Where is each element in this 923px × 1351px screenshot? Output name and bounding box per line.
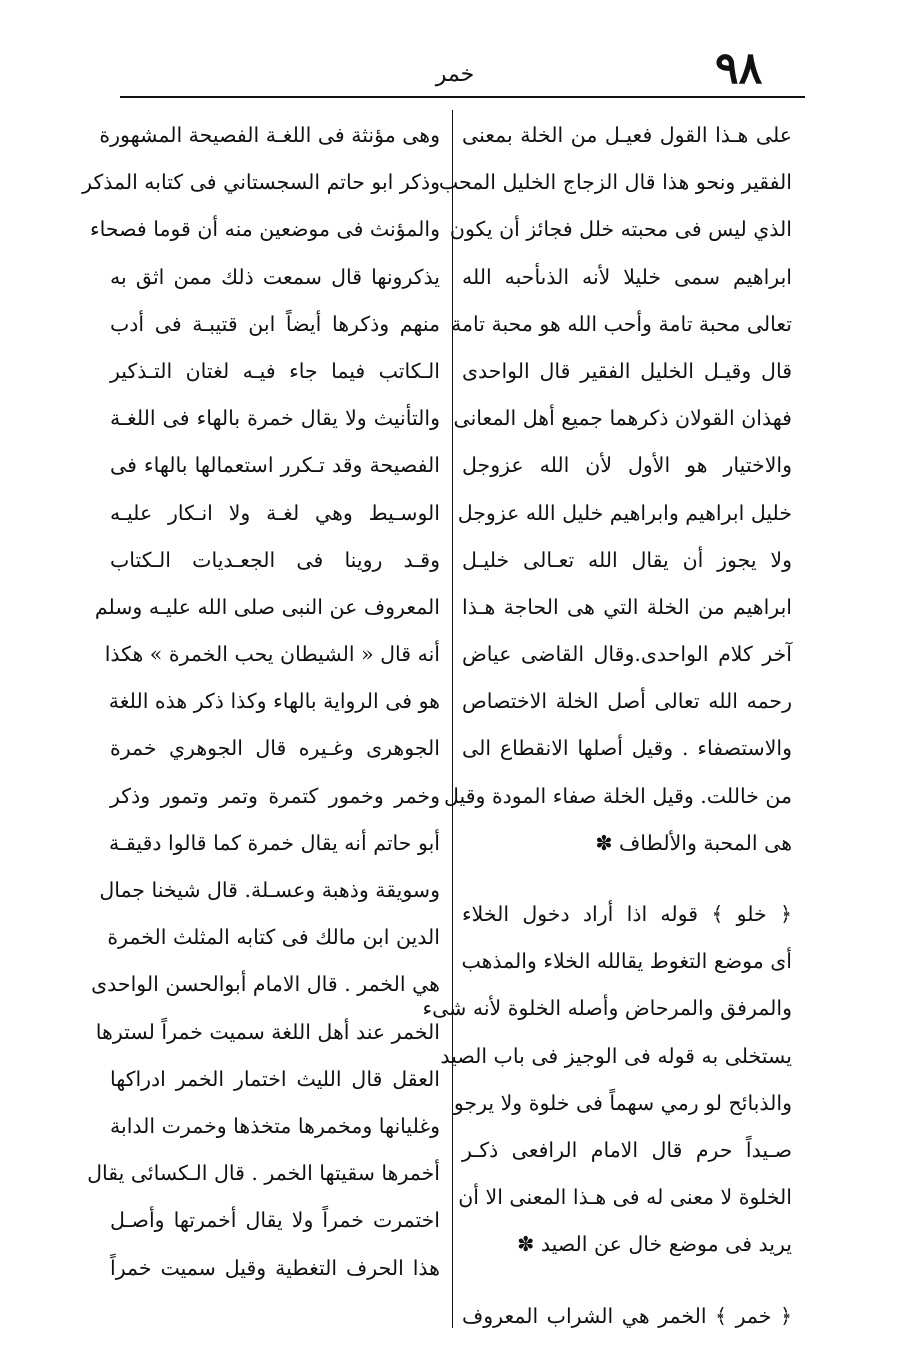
text-line: والاختيار هو الأول لأن الله عزوجل <box>462 453 792 478</box>
text-line: يذكرونها قال سمعت ذلك ممن اثق به <box>110 264 440 289</box>
text-line: ولا يجوز أن يقال الله تعـالى خليـل <box>462 547 792 572</box>
text-line: أخمرها سقيتها الخمر . قال الـكسائى يقال <box>87 1161 440 1186</box>
text-line: والتأنيث ولا يقال خمرة بالهاء فى اللغـة <box>110 406 440 431</box>
text-line: منهم وذكرها أيضاً ابن قتيبـة فى أدب <box>110 311 440 336</box>
text-line: وهى مؤنثة فى اللغـة الفصيحة المشهورة <box>99 123 440 147</box>
text-line: صـيداً حرم قال الامام الرافعى ذكـر <box>462 1137 792 1162</box>
text-line: الدين ابن مالك فى كتابه المثلث الخمرة <box>107 925 440 950</box>
text-line: الخمر عند أهل اللغة سميت خمراً لسترها <box>95 1019 440 1044</box>
text-line: فهذان القولان ذكرهما جميع أهل المعانى <box>453 406 792 431</box>
column-divider <box>452 110 453 1328</box>
left-column <box>82 112 440 1292</box>
text-line: وذكر ابو حاتم السجستاني فى كتابه المذكر <box>82 170 440 195</box>
text-line: الـكاتب فيما جاء فيـه لغتان التـذكير <box>110 358 440 383</box>
text-line: والمؤنث فى موضعين منه أن قوما فصحاء <box>90 217 440 242</box>
text-line: والاستصفاء . وقيل أصلها الانقطاع الى <box>462 736 792 761</box>
text-line: وخمر وخمور كتمرة وتمر وتمور وذكر <box>110 783 440 808</box>
text-line: هو فى الرواية بالهاء وكذا ذكر هذه اللغة <box>108 689 440 714</box>
text-line: الفقير ونحو هذا قال الزجاج الخليل المحب <box>438 170 792 195</box>
text-line: ابراهيم سمى خليلا لأنه الذىأحبه الله <box>462 264 792 289</box>
text-line: آخر كلام الواحدى.وقال القاضى عياض <box>462 642 792 667</box>
text-line: الجوهرى وغـيره قال الجوهري خمرة <box>110 736 440 761</box>
text-line: يريد فى موضع خال عن الصيد ✽ <box>517 1232 792 1257</box>
text-line: أبو حاتم أنه يقال خمرة كما قالوا دقيقـة <box>109 830 440 855</box>
text-line: هذا الحرف التغطية وقيل سميت خمراً <box>110 1255 440 1280</box>
text-line: الوسـيط وهي لغـة ولا انـكار عليـه <box>110 500 440 525</box>
text-line: وقـد روينا فى الجعـديات الـكتاب <box>110 547 440 572</box>
text-line: المعروف عن النبى صلى الله عليـه وسلم <box>94 594 440 619</box>
text-line: قال وقيـل الخليل الفقير قال الواحدى <box>462 358 792 383</box>
text-line: من خاللت. وقيل الخلة صفاء المودة وقيل <box>444 783 792 808</box>
text-line: والذبائح لو رمي سهماً فى خلوة ولا يرجو <box>453 1090 792 1115</box>
entry-heading-line: ﴿ خلو ﴾ قوله اذا أراد دخول الخلاء <box>462 902 792 926</box>
text-line: الذي ليس فى محبته خلل فجائز أن يكون <box>449 217 792 242</box>
text-line: ابراهيم من الخلة التي هى الحاجة هـذا <box>462 594 792 619</box>
text-line: أى موضع التغوط يقالله الخلاء والمذهب <box>461 949 792 974</box>
text-line: أنه قال « الشيطان يحب الخمرة » هكذا <box>104 642 440 667</box>
text-line: تعالى محبة تامة وأحب الله هو محبة تامة <box>451 311 792 336</box>
text-line: وغليانها ومخمرها متخذها وخمرت الدابة <box>110 1113 440 1138</box>
header-rule <box>120 96 805 98</box>
entry-gap <box>462 1269 792 1293</box>
text-line: اختمرت خمراً ولا يقال أخمرتها وأصـل <box>110 1208 440 1233</box>
text-line: العقل قال الليث اختمار الخمر ادراكها <box>110 1066 440 1091</box>
text-line: الفصيحة وقد تـكرر استعمالها بالهاء فى <box>110 453 440 478</box>
text-line: خليل ابراهيم وابراهيم خليل الله عزوجل <box>457 500 792 525</box>
text-line: وسويقة وذهبة وعسـلة. قال شيخنا جمال <box>99 878 440 902</box>
running-title: خمر <box>435 62 475 87</box>
entry-heading-line: ﴿ خمر ﴾ الخمر هي الشراب المعروف <box>462 1303 792 1328</box>
right-column <box>422 112 792 1340</box>
page-number: ٩٨ <box>715 43 763 94</box>
text-line: الخلوة لا معنى له فى هـذا المعنى الا أن <box>458 1185 792 1210</box>
text-line: يستخلى به قوله فى الوجيز فى باب الصيد <box>440 1043 792 1068</box>
text-line: والمرفق والمرحاض وأصله الخلوة لأنه شىء <box>422 996 792 1021</box>
text-line: هي الخمر . قال الامام أبوالحسن الواحدى <box>91 972 440 997</box>
entry-gap <box>462 867 792 891</box>
text-line: على هـذا القول فعيـل من الخلة بمعنى <box>462 123 792 147</box>
text-line: رحمه الله تعالى أصل الخلة الاختصاص <box>462 689 792 714</box>
text-line: هى المحبة والألطاف ✽ <box>595 830 792 855</box>
